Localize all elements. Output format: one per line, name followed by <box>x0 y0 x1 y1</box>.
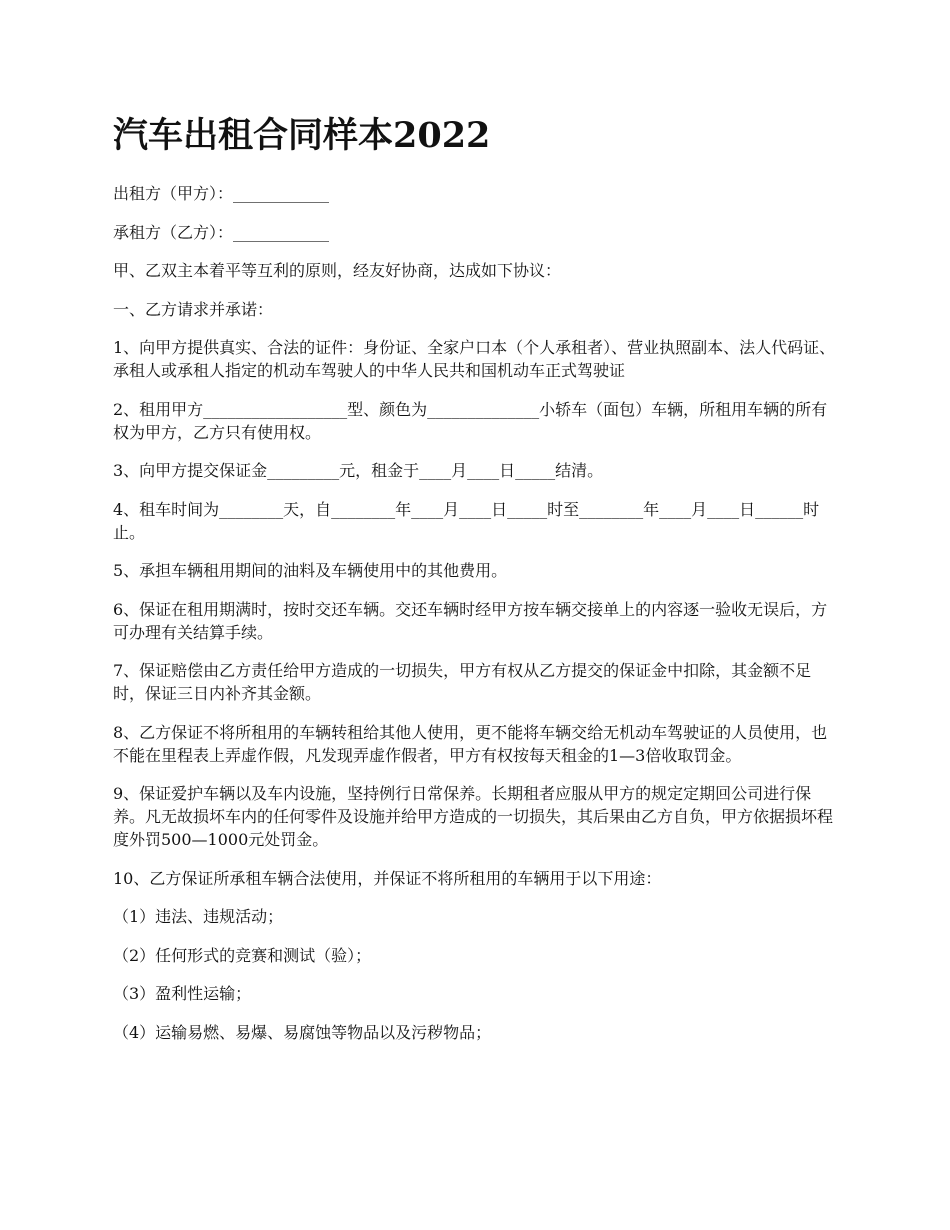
clause-10-item-4: （4）运输易燃、易爆、易腐蚀等物品以及污秽物品； <box>113 1022 492 1042</box>
clause-10-item-3: （3）盈利性运输； <box>113 984 252 1003</box>
clause-9: 9、保证爱护车辆以及车内设施，坚持例行日常保养。长期租者应服从甲方的规定定期回公司进行保养。凡无故损坏车内的任何零件及设施并给甲方造成的一切损失，其后果由乙方自负，甲方依据损坏程度外罚500—1000元处罚金。 <box>113 784 834 849</box>
clause-10-item-2: （2）任何形式的竞赛和测试（验）； <box>113 945 372 965</box>
clause-5: 5、承担车辆租用期间的油料及车辆使用中的其他费用。 <box>113 561 508 580</box>
party-a-line: 出租方（甲方）：____________ <box>113 184 330 203</box>
clause-4: 4、租车时间为________天，自________年____月____日_____时至________年____月____日______时止。 <box>113 499 820 542</box>
clause-8: 8、乙方保证不将所租用的车辆转租给其他人使用，更不能将车辆交给无机动车驾驶证的人员使用，也不能在里程表上弄虚作假，凡发现弄虚作假者，甲方有权按每天租金的1—3倍收取罚金。 <box>113 722 828 765</box>
clause-10: 10、乙方保证所承租车辆合法使用，并保证不将所租用的车辆用于以下用途： <box>113 868 662 888</box>
section-heading-1: 一、乙方请求并承诺： <box>113 299 274 319</box>
clause-10-item-1: （1）违法、违规活动； <box>113 907 284 926</box>
document-page <box>113 112 843 1059</box>
party-b-line: 承租方（乙方）：____________ <box>113 222 330 242</box>
document-body <box>113 182 843 1044</box>
clause-1: 1、向甲方提供真实、合法的证件：身份证、全家户口本（个人承租者）、营业执照副本、法人代码证、承租人或承租人指定的机动车驾驶人的中华人民共和国机动车正式驾驶证 <box>113 338 836 380</box>
clause-6: 6、保证在租用期满时，按时交还车辆。交还车辆时经甲方按车辆交接单上的内容逐一验收无误后，方可办理有关结算手续。 <box>113 599 828 642</box>
clause-3: 3、向甲方提交保证金_________元，租金于____月____日_____结清。 <box>113 461 604 480</box>
clause-7: 7、保证赔偿由乙方责任给甲方造成的一切损失，甲方有权从乙方提交的保证金中扣除，其金额不足时，保证三日内补齐其金额。 <box>113 661 812 703</box>
clause-2: 2、租用甲方__________________型、颜色为______________小轿车（面包）车辆，所租用车辆的所有权为甲方，乙方只有使用权。 <box>113 399 828 442</box>
document-title: 汽车出租合同样本2022 <box>113 115 491 156</box>
agreement-intro: 甲、乙双主本着平等互利的原则，经友好协商，达成如下协议： <box>113 261 562 280</box>
